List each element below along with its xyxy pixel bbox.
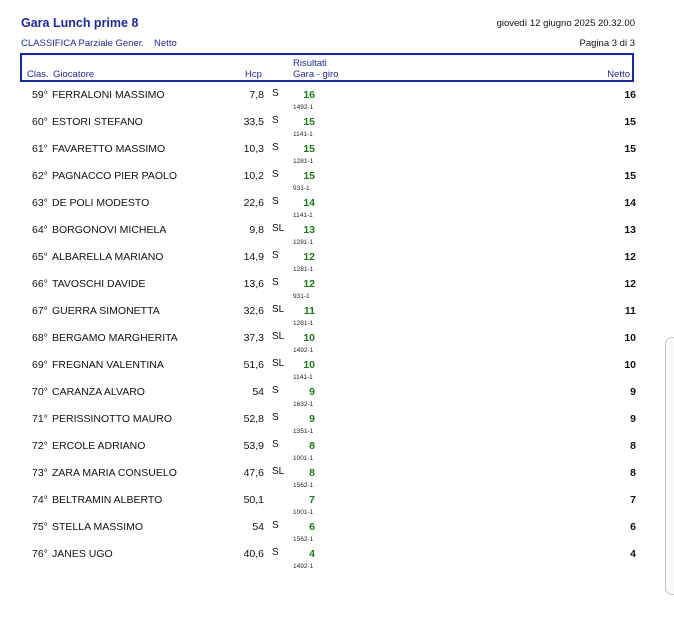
- row-gara-giro: 1141-1: [293, 131, 313, 138]
- row-player-name: JANES UGO: [52, 548, 113, 560]
- row-position: 67°: [32, 305, 48, 317]
- row-result: 12: [303, 278, 315, 290]
- row-position: 73°: [32, 467, 48, 479]
- row-position: 74°: [32, 494, 48, 506]
- row-position: 69°: [32, 359, 48, 371]
- row-position: 75°: [32, 521, 48, 533]
- row-handicap: 54: [252, 386, 264, 398]
- row-gara-giro: 1001-1: [293, 509, 314, 516]
- row-handicap: 40,6: [243, 548, 264, 560]
- row-handicap: 9,8: [249, 224, 264, 236]
- report-subtitle: [21, 38, 187, 49]
- column-header-clas: Clas.: [27, 69, 49, 80]
- table-row: [0, 140, 674, 167]
- row-result: 9: [309, 413, 315, 425]
- row-result: 16: [303, 89, 315, 101]
- row-gara-giro: 931-1: [293, 185, 310, 192]
- row-result: 12: [303, 251, 315, 263]
- row-handicap: 10,3: [243, 143, 264, 155]
- row-position: 68°: [32, 332, 48, 344]
- row-category: SL: [272, 223, 285, 234]
- row-position: 76°: [32, 548, 48, 560]
- row-position: 60°: [32, 116, 48, 128]
- row-result: 8: [309, 467, 315, 479]
- row-category: S: [272, 277, 279, 288]
- row-handicap: 37,3: [243, 332, 264, 344]
- table-row: [0, 545, 674, 572]
- row-netto: 16: [624, 89, 636, 101]
- row-netto: 14: [624, 197, 636, 209]
- row-category: SL: [272, 466, 285, 477]
- table-row: [0, 329, 674, 356]
- row-netto: 10: [624, 332, 636, 344]
- row-result: 11: [303, 305, 315, 317]
- table-row: [0, 86, 674, 113]
- row-handicap: 54: [252, 521, 264, 533]
- row-category: SL: [272, 304, 285, 315]
- row-gara-giro: 1281-1: [293, 239, 314, 246]
- row-gara-giro: 1141-1: [293, 212, 313, 219]
- row-handicap: 13,6: [243, 278, 264, 290]
- row-player-name: DE POLI MODESTO: [52, 197, 150, 209]
- table-row: [0, 275, 674, 302]
- table-row: [0, 248, 674, 275]
- row-result: 10: [303, 359, 315, 371]
- row-category: S: [272, 142, 279, 153]
- row-gara-giro: 1351-1: [293, 428, 314, 435]
- table-row: [0, 383, 674, 410]
- row-player-name: GUERRA SIMONETTA: [52, 305, 160, 317]
- row-result: 15: [303, 170, 315, 182]
- row-gara-giro: 1492-1: [293, 104, 314, 111]
- report-title: Gara Lunch prime 8: [21, 16, 139, 30]
- row-position: 59°: [32, 89, 48, 101]
- row-category: S: [272, 115, 279, 126]
- row-player-name: STELLA MASSIMO: [52, 521, 144, 533]
- table-header: [20, 53, 634, 82]
- row-handicap: 52,8: [243, 413, 264, 425]
- column-header-hcp: Hcp: [245, 69, 262, 80]
- row-result: 6: [309, 521, 315, 533]
- table-row: [0, 221, 674, 248]
- row-category: SL: [272, 358, 285, 369]
- row-netto: 12: [624, 251, 636, 263]
- classification-type: CLASSIFICA Parziale Gener.: [21, 38, 145, 49]
- row-netto: 15: [624, 143, 636, 155]
- row-player-name: ZARA MARIA CONSUELO: [52, 467, 177, 479]
- row-category: S: [272, 196, 279, 207]
- table-row: [0, 464, 674, 491]
- row-category: S: [272, 88, 279, 99]
- row-position: 66°: [32, 278, 48, 290]
- results-table: [0, 86, 674, 572]
- row-result: 15: [303, 143, 315, 155]
- table-row: [0, 437, 674, 464]
- row-netto: 8: [630, 467, 636, 479]
- row-player-name: FREGNAN VALENTINA: [52, 359, 164, 371]
- row-handicap: 7,8: [249, 89, 264, 101]
- row-handicap: 22,6: [243, 197, 264, 209]
- row-netto: 9: [630, 386, 636, 398]
- row-handicap: 32,6: [243, 305, 264, 317]
- row-category: SL: [272, 331, 285, 342]
- row-handicap: 51,6: [243, 359, 264, 371]
- row-category: S: [272, 385, 279, 396]
- row-gara-giro: 1632-1: [293, 401, 314, 408]
- table-row: [0, 491, 674, 518]
- scrollbar[interactable]: [665, 337, 674, 595]
- column-header-risultati-label: Risultati: [293, 58, 327, 69]
- column-header-netto: Netto: [607, 69, 630, 80]
- row-netto: 11: [624, 305, 636, 317]
- row-category: S: [272, 520, 279, 531]
- row-player-name: FAVARETTO MASSIMO: [52, 143, 166, 155]
- row-netto: 8: [630, 440, 636, 452]
- row-position: 72°: [32, 440, 48, 452]
- row-gara-giro: 1562-1: [293, 482, 314, 489]
- report-datetime: giovedì 12 giugno 2025 20.32.00: [496, 18, 635, 29]
- row-handicap: 10,2: [243, 170, 264, 182]
- row-handicap: 14,9: [243, 251, 264, 263]
- row-category: S: [272, 547, 279, 558]
- row-result: 4: [309, 548, 315, 560]
- row-netto: 10: [624, 359, 636, 371]
- row-player-name: ERCOLE ADRIANO: [52, 440, 146, 452]
- classification-mode: Netto: [154, 38, 177, 49]
- row-category: S: [272, 250, 279, 261]
- row-handicap: 50,1: [243, 494, 264, 506]
- row-result: 13: [303, 224, 315, 236]
- row-position: 71°: [32, 413, 48, 425]
- row-gara-giro: 1492-1: [293, 347, 314, 354]
- row-result: 7: [309, 494, 315, 506]
- row-result: 15: [303, 116, 315, 128]
- row-player-name: BORGONOVI MICHELA: [52, 224, 167, 236]
- row-player-name: FERRALONI MASSIMO: [52, 89, 165, 101]
- row-handicap: 33,5: [243, 116, 264, 128]
- row-handicap: 53,9: [243, 440, 264, 452]
- table-row: [0, 410, 674, 437]
- row-netto: 4: [630, 548, 636, 560]
- row-position: 65°: [32, 251, 48, 263]
- table-row: [0, 113, 674, 140]
- row-player-name: BELTRAMIN ALBERTO: [52, 494, 163, 506]
- column-header-gara-giro: Gara - giro: [293, 69, 339, 80]
- row-netto: 13: [624, 224, 636, 236]
- row-gara-giro: 1141-1: [293, 374, 313, 381]
- row-netto: 15: [624, 116, 636, 128]
- row-netto: 7: [630, 494, 636, 506]
- row-netto: 15: [624, 170, 636, 182]
- row-netto: 12: [624, 278, 636, 290]
- row-position: 70°: [32, 386, 48, 398]
- table-row: [0, 518, 674, 545]
- row-position: 61°: [32, 143, 48, 155]
- row-category: S: [272, 169, 279, 180]
- row-position: 62°: [32, 170, 48, 182]
- row-result: 10: [303, 332, 315, 344]
- column-header-risultati: [293, 58, 338, 80]
- table-row: [0, 194, 674, 221]
- row-gara-giro: 1562-1: [293, 536, 314, 543]
- table-row: [0, 167, 674, 194]
- row-player-name: ESTORI STEFANO: [52, 116, 143, 128]
- row-player-name: CARANZA ALVARO: [52, 386, 145, 398]
- row-result: 8: [309, 440, 315, 452]
- table-row: [0, 302, 674, 329]
- row-gara-giro: 931-1: [293, 293, 310, 300]
- row-result: 14: [303, 197, 315, 209]
- row-handicap: 47,6: [243, 467, 264, 479]
- row-gara-giro: 1281-1: [293, 320, 314, 327]
- row-result: 9: [309, 386, 315, 398]
- row-netto: 6: [630, 521, 636, 533]
- row-player-name: PERISSINOTTO MAURO: [52, 413, 172, 425]
- row-position: 63°: [32, 197, 48, 209]
- row-netto: 9: [630, 413, 636, 425]
- page-indicator: Pagina 3 di 3: [579, 38, 635, 49]
- row-gara-giro: 1492-1: [293, 563, 314, 570]
- row-player-name: PAGNACCO PIER PAOLO: [52, 170, 178, 182]
- row-category: S: [272, 439, 279, 450]
- row-gara-giro: 1001-1: [293, 455, 314, 462]
- column-header-giocatore: Giocatore: [53, 69, 95, 80]
- table-row: [0, 356, 674, 383]
- row-player-name: TAVOSCHI DAVIDE: [52, 278, 146, 290]
- row-category: S: [272, 412, 279, 423]
- row-gara-giro: 1281-1: [293, 158, 314, 165]
- row-gara-giro: 1281-1: [293, 266, 314, 273]
- row-player-name: BERGAMO MARGHERITA: [52, 332, 178, 344]
- row-player-name: ALBARELLA MARIANO: [52, 251, 164, 263]
- row-position: 64°: [32, 224, 48, 236]
